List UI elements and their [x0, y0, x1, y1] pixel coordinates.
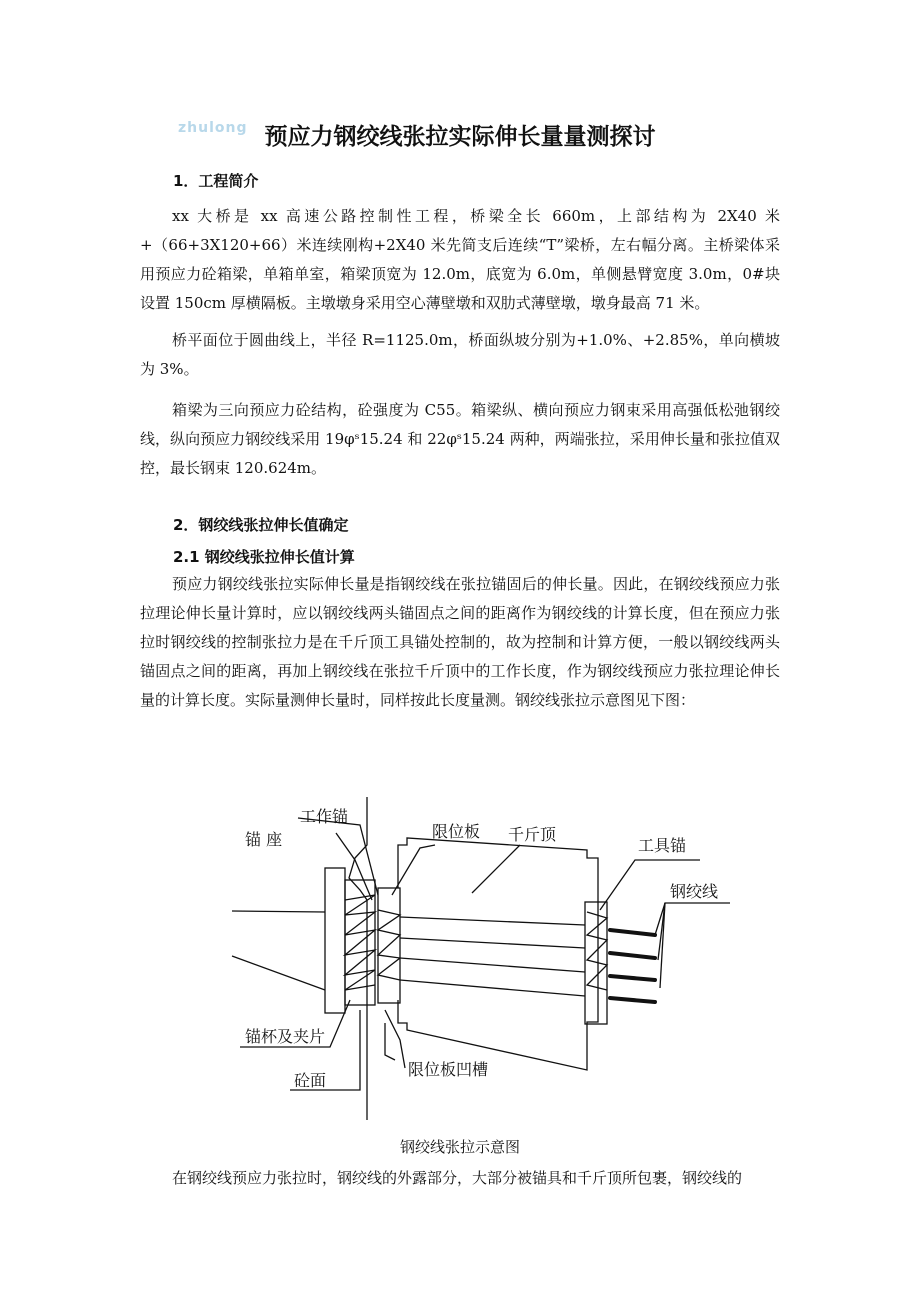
section-2-1-paragraph: 预应力钢绞线张拉实际伸长量是指钢绞线在张拉锚固后的伸长量。因此，在钢绞线预应力张拉理论伸长量计算时，应以钢绞线两头锚固点之间的距离作为钢绞线的计算长度，但在预应力张拉时钢绞线的控制张拉力是在千斤顶工具锚处控制的，故为控制和计算方便，一般以钢绞线两头锚固点之间的距离，再加上钢绞线在张拉千斤顶中的工作长度，作为钢绞线预应力张拉理论伸长量的计算长度。实际量测伸长量时，同样按此长度量测。钢绞线张拉示意图见下图： [140, 575, 780, 709]
concrete-surface-label: 砼面 [294, 1071, 327, 1090]
anchor-cup-clip-label: 锚杯及夹片 [245, 1027, 326, 1046]
figure-caption: 钢绞线张拉示意图 [399, 1138, 520, 1156]
strand-label: 钢绞线 [670, 882, 719, 901]
jack-label: 千斤顶 [508, 825, 557, 844]
watermark-text: zhulong [178, 120, 248, 136]
limit-plate-groove-line [385, 1023, 395, 1060]
section-1-heading: 1．工程简介 [173, 172, 259, 190]
document-title: 预应力钢绞线张拉实际伸长量量测探讨 [264, 124, 656, 150]
tool-anchor-label: 工具锚 [638, 836, 687, 855]
anchor-seat-label: 锚 座 [245, 830, 283, 849]
section-2-1-subheading: 2.1 钢绞线张拉伸长值计算 [173, 548, 355, 566]
section-2-heading: 2．钢绞线张拉伸长值确定 [173, 516, 349, 534]
work-anchor-label: 工作锚 [300, 807, 349, 826]
anchor-seat-plate [325, 868, 345, 1013]
section-1-paragraph-3: 箱梁为三向预应力砼结构，砼强度为 C55。箱梁纵、横向预应力钢束采用高强低松弛钢绞线，纵向预应力钢绞线采用 19φˢ15.24 和 22φˢ15.24 两种，两端张拉，采用伸长量和张拉值双控，最长钢束 120.624m。 [140, 401, 780, 477]
closing-paragraph: 在钢绞线预应力张拉时，钢绞线的外露部分，大部分被锚具和千斤顶所包裹，钢绞线的 [172, 1169, 743, 1187]
jack-body [398, 838, 598, 1070]
limit-plate-groove-label: 限位板凹槽 [408, 1060, 489, 1079]
section-1-paragraph-1: xx 大桥是 xx 高速公路控制性工程，桥梁全长 660m，上部结构为 2X40 米+（66+3X120+66）米连续刚构+2X40 米先简支后连续“T”梁桥，左右幅分离。主桥梁体采用预应力砼箱梁，单箱单室，箱梁顶宽为 12.0m，底宽为 6.0m，单侧悬臂宽度 3.0m，0#块设置 150cm 厚横隔板。主墩墩身采用空心薄壁墩和双肋式薄壁墩，墩身最高 71 米。 [140, 207, 780, 312]
section-1-paragraph-2: 桥平面位于圆曲线上，半径 R=1125.0m，桥面纵坡分别为+1.0%、+2.85%，单向横坡为 3%。 [140, 331, 780, 378]
limit-plate-label: 限位板 [432, 822, 481, 841]
